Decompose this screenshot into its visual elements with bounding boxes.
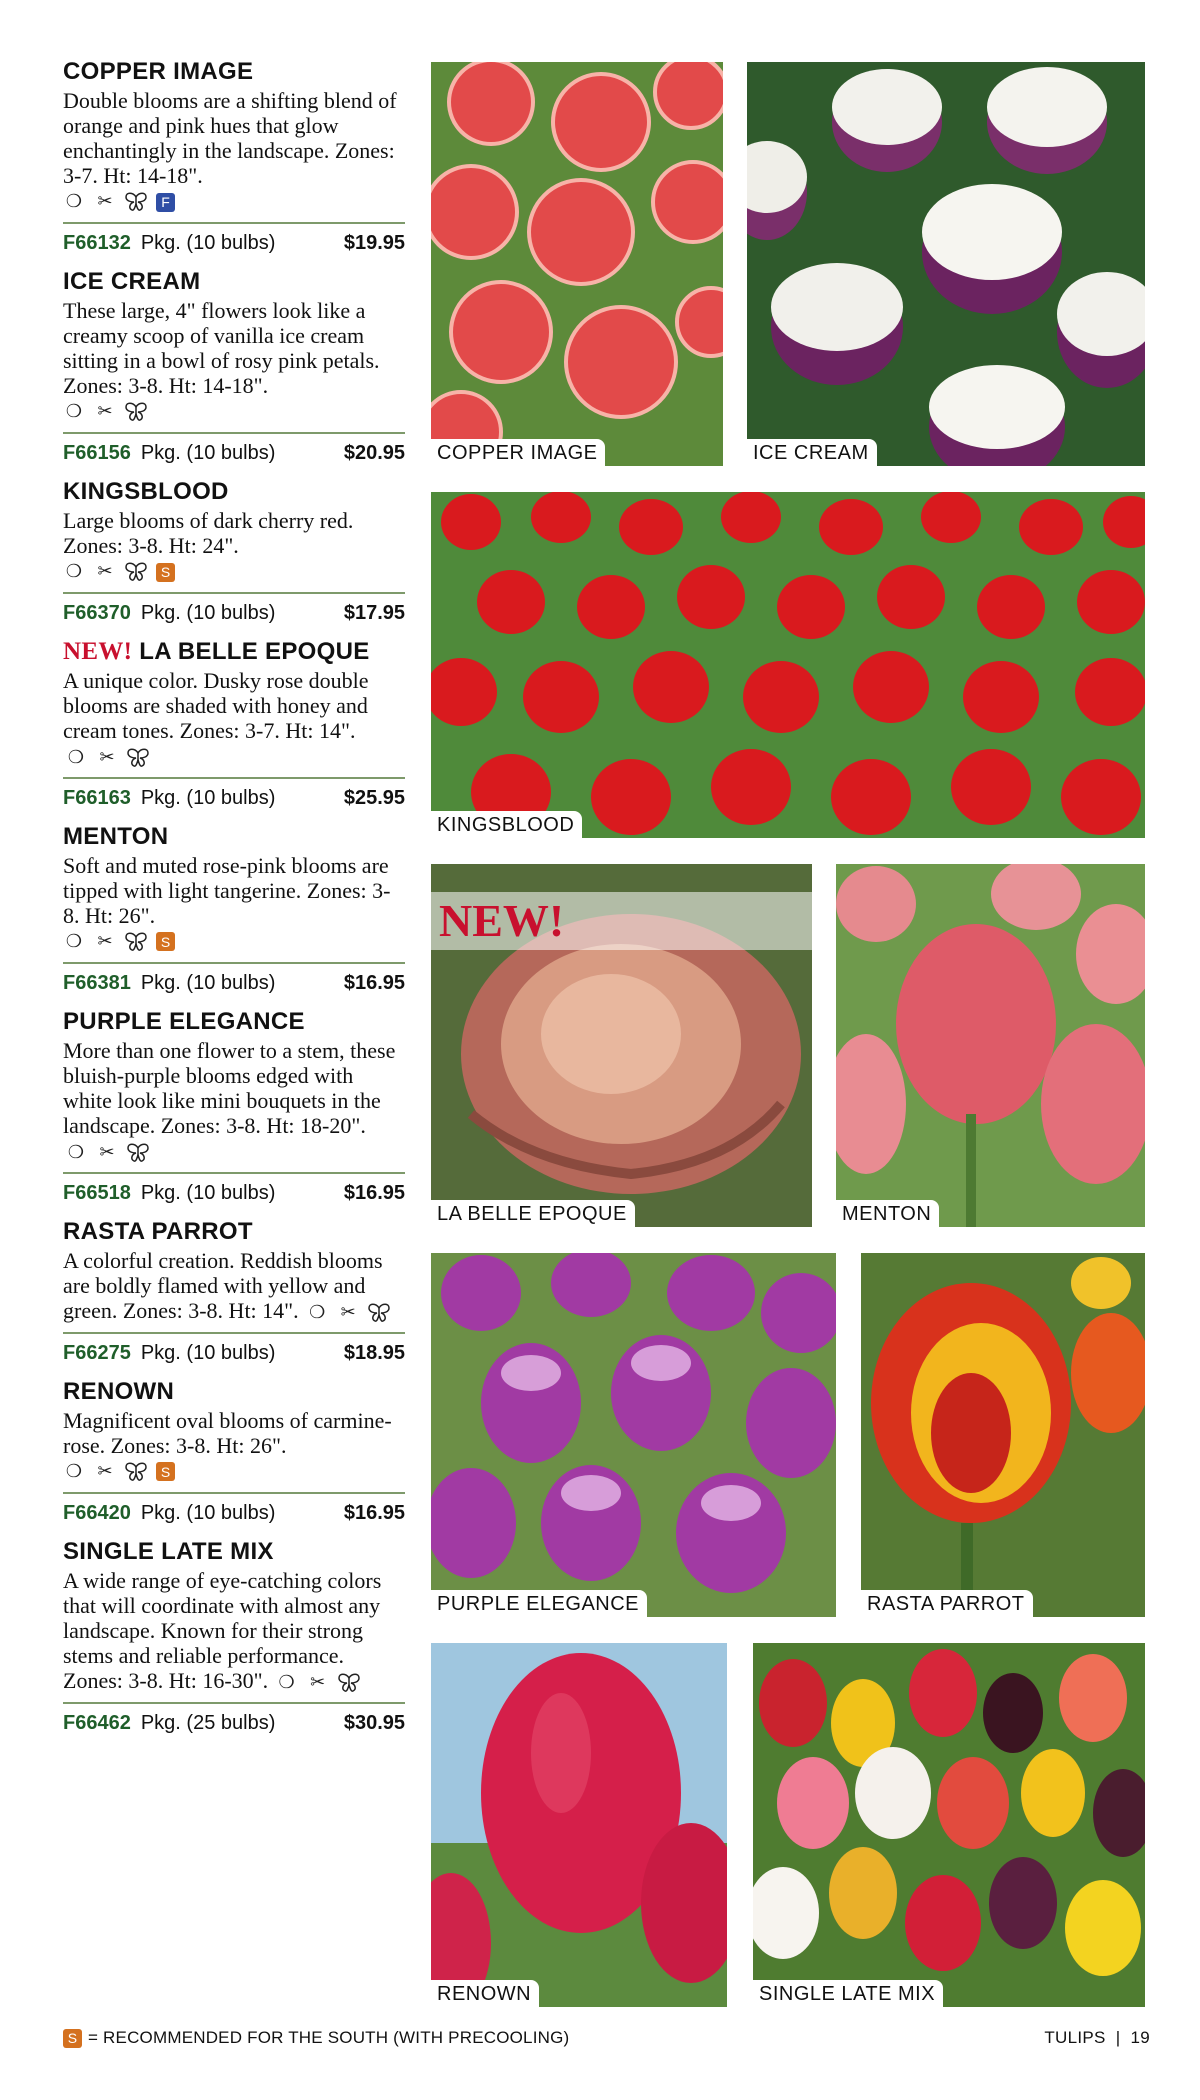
photo-kingsblood bbox=[431, 492, 1145, 838]
product-ice-cream bbox=[63, 268, 405, 466]
south-badge: S bbox=[156, 1462, 175, 1481]
product-la-belle-epoque bbox=[63, 638, 405, 811]
butterfly-icon bbox=[125, 561, 147, 583]
product-name: RENOWN bbox=[63, 1377, 175, 1405]
product-description: These large, 4" flowers look like a creamy scoop of vanilla ice cream sitting in a bowl of rosy pink petals. Zones: 3-8. Ht: 14-18". bbox=[63, 298, 380, 398]
order-row bbox=[63, 440, 405, 466]
product-description bbox=[63, 668, 405, 769]
divider bbox=[63, 962, 405, 964]
feature-icons bbox=[63, 930, 405, 954]
product-name-text: LA BELLE EPOQUE bbox=[139, 638, 370, 665]
product-description-text: A colorful creation. Reddish blooms are boldly flamed with yellow and green. Zones: 3-8. Ht: 14". bbox=[63, 1247, 383, 1323]
package-size: Pkg. (10 bulbs) bbox=[140, 602, 276, 624]
photo-copper-image bbox=[431, 62, 723, 466]
product-name: SINGLE LATE MIX bbox=[63, 1537, 274, 1565]
package-size: Pkg. (10 bulbs) bbox=[140, 786, 276, 809]
product-name: ICE CREAM bbox=[63, 268, 201, 295]
partial-shade-icon: ❍ bbox=[309, 1301, 326, 1323]
package-size: Pkg. (10 bulbs) bbox=[140, 232, 276, 254]
feature-icons bbox=[63, 560, 405, 584]
sku: F66420 bbox=[63, 1501, 131, 1524]
product-description-text: A unique color. Dusky rose double blooms are shaded with honey and cream tones. Zones: 3-7. Ht: 14". bbox=[63, 668, 369, 743]
partial-shade-icon: ❍ bbox=[65, 191, 83, 212]
photo-caption: KINGSBLOOD bbox=[431, 811, 582, 838]
legend-text: = RECOMMENDED FOR THE SOUTH (WITH PRECOOLING) bbox=[88, 2028, 570, 2047]
purple-elegance-tulips-image bbox=[431, 1253, 836, 1617]
section-name: TULIPS bbox=[1044, 2028, 1106, 2047]
south-badge: S bbox=[156, 563, 175, 582]
divider bbox=[63, 777, 405, 779]
cut-flower-icon: ✂ bbox=[99, 1141, 115, 1163]
price: $16.95 bbox=[343, 1501, 405, 1524]
fragrant-badge: F bbox=[156, 193, 175, 212]
price: $18.95 bbox=[343, 1341, 405, 1364]
photo-menton bbox=[836, 864, 1145, 1227]
photo-ice-cream bbox=[747, 62, 1145, 466]
sku: F66156 bbox=[63, 442, 131, 464]
south-legend bbox=[63, 2028, 569, 2048]
price: $16.95 bbox=[343, 971, 405, 994]
product-renown bbox=[63, 1378, 405, 1526]
package-size: Pkg. (10 bulbs) bbox=[140, 1181, 276, 1204]
divider bbox=[63, 1172, 405, 1174]
photo-renown bbox=[431, 1643, 727, 2007]
photo-caption: PURPLE ELEGANCE bbox=[431, 1590, 647, 1617]
photo-rasta-parrot bbox=[861, 1253, 1145, 1617]
photo-caption: SINGLE LATE MIX bbox=[753, 1980, 943, 2007]
photo-la-belle-epoque bbox=[431, 864, 812, 1227]
price: $20.95 bbox=[343, 442, 405, 464]
divider bbox=[63, 1702, 405, 1704]
product-name: MENTON bbox=[63, 822, 169, 850]
sku: F66370 bbox=[63, 602, 131, 624]
product-description bbox=[63, 1568, 405, 1694]
product-description: Soft and muted rose-pink blooms are tipped with light tangerine. Zones: 3-8. Ht: 26". bbox=[63, 852, 391, 928]
product-copper-image bbox=[63, 58, 405, 256]
divider bbox=[63, 432, 405, 434]
photo-purple-elegance bbox=[431, 1253, 836, 1617]
cut-flower-icon: ✂ bbox=[97, 930, 113, 952]
divider bbox=[63, 222, 405, 224]
photo-caption: MENTON bbox=[836, 1200, 939, 1227]
cut-flower-icon: ✂ bbox=[340, 1301, 356, 1323]
butterfly-icon bbox=[338, 1672, 360, 1694]
new-tag: NEW! bbox=[63, 638, 133, 665]
order-row bbox=[63, 1710, 405, 1736]
product-name: RASTA PARROT bbox=[63, 1217, 253, 1245]
partial-shade-icon: ❍ bbox=[67, 1141, 85, 1163]
package-size: Pkg. (10 bulbs) bbox=[140, 442, 276, 464]
product-description-text: A wide range of eye-catching colors that will coordinate with almost any landscape. Known for their strong stems and reliable performance. Zones: 3-8. Ht: 16-30". bbox=[63, 1567, 382, 1693]
cut-flower-icon: ✂ bbox=[97, 401, 113, 422]
ice-cream-tulips-image bbox=[747, 62, 1145, 466]
price: $25.95 bbox=[343, 786, 405, 809]
page-footer bbox=[1044, 2028, 1150, 2048]
feature-icons bbox=[65, 747, 149, 769]
product-description: Double blooms are a shifting blend of orange and pink hues that glow enchantingly in the landscape. Zones: 3-7. Ht: 14-18". bbox=[63, 88, 397, 188]
product-description bbox=[63, 1038, 405, 1164]
photo-caption: LA BELLE EPOQUE bbox=[431, 1200, 635, 1227]
feature-icons bbox=[65, 1142, 149, 1164]
single-late-mix-tulips-image bbox=[753, 1643, 1145, 2007]
kingsblood-tulips-image bbox=[431, 492, 1145, 838]
sku: F66518 bbox=[63, 1181, 131, 1204]
product-description: Large blooms of dark cherry red. Zones: 3-8. Ht: 24". bbox=[63, 508, 354, 558]
product-name bbox=[63, 638, 405, 666]
feature-icons bbox=[63, 190, 405, 214]
product-description-text: More than one flower to a stem, these bluish-purple blooms edged with white look like mini bouquets in the landscape. Zones: 3-8. Ht: 18-20". bbox=[63, 1037, 396, 1138]
product-purple-elegance bbox=[63, 1008, 405, 1206]
butterfly-icon bbox=[125, 1461, 147, 1483]
product-list bbox=[63, 58, 405, 1748]
cut-flower-icon: ✂ bbox=[97, 1460, 113, 1482]
partial-shade-icon: ❍ bbox=[65, 401, 83, 422]
product-single-late-mix bbox=[63, 1538, 405, 1736]
photo-caption: RASTA PARROT bbox=[861, 1590, 1033, 1617]
product-description: Magnificent oval blooms of carmine-rose. Zones: 3-8. Ht: 26". bbox=[63, 1407, 392, 1458]
divider bbox=[63, 592, 405, 594]
feature-icons bbox=[63, 400, 405, 424]
butterfly-icon bbox=[125, 401, 147, 423]
order-row bbox=[63, 785, 405, 811]
sku: F66381 bbox=[63, 971, 131, 994]
price: $30.95 bbox=[343, 1711, 405, 1734]
rasta-parrot-tulips-image bbox=[861, 1253, 1145, 1617]
package-size: Pkg. (25 bulbs) bbox=[140, 1711, 276, 1734]
feature-icons bbox=[276, 1672, 360, 1694]
photo-caption: COPPER IMAGE bbox=[431, 439, 605, 466]
partial-shade-icon: ❍ bbox=[65, 930, 83, 952]
divider bbox=[63, 1492, 405, 1494]
order-row bbox=[63, 1340, 405, 1366]
sku: F66462 bbox=[63, 1711, 131, 1734]
photo-caption: RENOWN bbox=[431, 1980, 539, 2007]
order-row bbox=[63, 970, 405, 996]
divider bbox=[63, 1332, 405, 1334]
south-badge: S bbox=[156, 932, 175, 951]
sku: F66132 bbox=[63, 232, 131, 254]
photo-caption: ICE CREAM bbox=[747, 439, 877, 466]
partial-shade-icon: ❍ bbox=[278, 1671, 295, 1693]
product-name: COPPER IMAGE bbox=[63, 58, 254, 85]
menton-tulips-image bbox=[836, 864, 1145, 1227]
cut-flower-icon: ✂ bbox=[97, 561, 113, 582]
new-overlay bbox=[431, 892, 812, 950]
butterfly-icon bbox=[125, 931, 147, 953]
copper-image-tulips-image bbox=[431, 62, 723, 466]
sku: F66275 bbox=[63, 1341, 131, 1364]
price: $19.95 bbox=[343, 232, 405, 254]
butterfly-icon bbox=[125, 191, 147, 213]
renown-tulips-image bbox=[431, 1643, 727, 2007]
butterfly-icon bbox=[127, 1142, 149, 1164]
sku: F66163 bbox=[63, 786, 131, 809]
order-row bbox=[63, 230, 405, 256]
photo-single-late-mix bbox=[753, 1643, 1145, 2007]
partial-shade-icon: ❍ bbox=[67, 746, 85, 768]
product-name: KINGSBLOOD bbox=[63, 478, 229, 505]
feature-icons bbox=[63, 1460, 405, 1484]
order-row bbox=[63, 1180, 405, 1206]
new-label: NEW! bbox=[439, 895, 565, 946]
package-size: Pkg. (10 bulbs) bbox=[140, 971, 276, 994]
partial-shade-icon: ❍ bbox=[65, 561, 83, 582]
product-kingsblood bbox=[63, 478, 405, 626]
cut-flower-icon: ✂ bbox=[97, 191, 113, 212]
price: $17.95 bbox=[343, 602, 405, 624]
package-size: Pkg. (10 bulbs) bbox=[140, 1501, 276, 1524]
separator: | bbox=[1110, 2028, 1126, 2047]
product-description bbox=[63, 1248, 405, 1324]
product-name: PURPLE ELEGANCE bbox=[63, 1007, 305, 1035]
south-badge: S bbox=[63, 2029, 82, 2048]
price: $16.95 bbox=[343, 1181, 405, 1204]
order-row bbox=[63, 1500, 405, 1526]
package-size: Pkg. (10 bulbs) bbox=[140, 1341, 276, 1364]
cut-flower-icon: ✂ bbox=[99, 746, 115, 768]
order-row bbox=[63, 600, 405, 626]
partial-shade-icon: ❍ bbox=[65, 1460, 83, 1482]
butterfly-icon bbox=[368, 1302, 390, 1324]
butterfly-icon bbox=[127, 747, 149, 769]
product-rasta-parrot bbox=[63, 1218, 405, 1366]
page-number: 19 bbox=[1130, 2028, 1150, 2047]
feature-icons bbox=[306, 1302, 390, 1324]
cut-flower-icon: ✂ bbox=[310, 1671, 326, 1693]
product-menton bbox=[63, 823, 405, 996]
